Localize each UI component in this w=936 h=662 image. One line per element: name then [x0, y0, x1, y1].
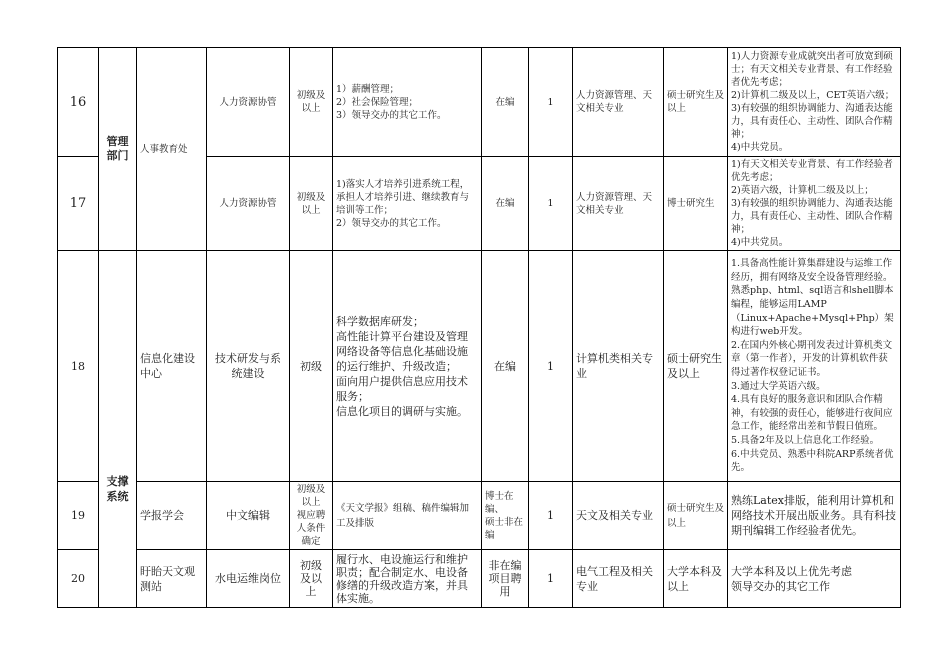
degree: 硕士研究生及以上	[664, 482, 728, 550]
count: 1	[529, 482, 573, 550]
major: 天文及相关专业	[573, 482, 664, 550]
requirements: 1.具备高性能计算集群建设与运维工作经历，拥有网络及安全设备管理经验。熟悉php、html、sql语言和shell脚本编程，能够运用LAMP（Linux+Apache+Mysql+Php）架构进行web开发。 2.在国内外核心期刊发表过计算机类文章（第一作者），开发的计算机软件获得过著作权登记证书。 3.通过大学英语六级。 4.具有良好的服务意识和团队合作精神，有较强的责任心，能够进行夜间应急工作，能经常出差和节假日值班。 5.具备2年及以上信息化工作经验。 6.中共党员、熟悉中科院ARP系统者优先。	[728, 251, 901, 482]
degree: 大学本科及以上	[664, 550, 728, 608]
status: 在编	[482, 48, 529, 157]
status: 在编	[482, 251, 529, 482]
unit: 学报学会	[137, 482, 207, 550]
table-row	[58, 550, 901, 608]
level: 初级及以上 视应聘人条件确定	[290, 482, 333, 550]
major: 人力资源管理、天文相关专业	[573, 48, 664, 157]
count: 1	[529, 157, 573, 251]
row-number: 18	[58, 251, 99, 482]
major: 计算机类相关专业	[573, 251, 664, 482]
level: 初级及 以上	[290, 48, 333, 157]
table-row	[58, 48, 901, 157]
count: 1	[529, 48, 573, 157]
requirements: 1)人力资源专业成就突出者可放宽到硕士；有天文相关专业背景、有工作经验者优先考虑； 2)计算机二级及以上，CET英语六级； 3)有较强的组织协调能力、沟通表达能力，具有责任心、主动性、团队合作精神； 4)中共党员。	[728, 48, 901, 157]
major: 电气工程及相关专业	[573, 550, 664, 608]
department-category: 管理部门	[99, 48, 137, 251]
position: 人力资源协管	[207, 48, 290, 157]
major: 人力资源管理、天文相关专业	[573, 157, 664, 251]
duties: 履行水、电设施运行和维护职责；配合制定水、电设备修缮的升级改造方案，并具体实施。	[333, 550, 482, 608]
unit: 盱眙天文观测站	[137, 550, 207, 608]
status: 非在编 项目聘 用	[482, 550, 529, 608]
row-number: 17	[58, 157, 99, 251]
level: 初级及 以上	[290, 157, 333, 251]
position: 水电运维岗位	[207, 550, 290, 608]
duties: 1)落实人才培养引进系统工程，承担人才培养引进、继续教育与培训等工作； 2）领导交办的其它工作。	[333, 157, 482, 251]
unit: 人事教育处	[137, 48, 207, 251]
recruitment-table	[57, 47, 901, 608]
degree: 博士研究生	[664, 157, 728, 251]
level: 初级	[290, 251, 333, 482]
row-number: 20	[58, 550, 99, 608]
row-number: 19	[58, 482, 99, 550]
position: 中文编辑	[207, 482, 290, 550]
duties: 科学数据库研发； 高性能计算平台建设及管理网络设备等信息化基础设施的运行维护、升级改造； 面向用户提供信息应用技术服务； 信息化项目的调研与实施。	[333, 251, 482, 482]
requirements: 1)有天文相关专业背景、有工作经验者优先考虑； 2)英语六级，计算机二级及以上； 3)有较强的组织协调能力、沟通表达能力，具有责任心、主动性、团队合作精神； 4)中共党员。	[728, 157, 901, 251]
degree: 硕士研究生及以上	[664, 48, 728, 157]
requirements: 熟练Latex排版，能利用计算机和网络技术开展出版业务。具有科技期刊编辑工作经验者优先。	[728, 482, 901, 550]
count: 1	[529, 251, 573, 482]
unit: 信息化建设中心	[137, 251, 207, 482]
degree: 硕士研究生及以上	[664, 251, 728, 482]
status: 博士在编、 硕士非在编	[482, 482, 529, 550]
count: 1	[529, 550, 573, 608]
position: 技术研发与系统建设	[207, 251, 290, 482]
position: 人力资源协管	[207, 157, 290, 251]
requirements: 大学本科及以上优先考虑 领导交办的其它工作	[728, 550, 901, 608]
department-category: 支撑系统	[99, 251, 137, 608]
status: 在编	[482, 157, 529, 251]
table-row	[58, 251, 901, 482]
row-number: 16	[58, 48, 99, 157]
duties: 1）薪酬管理； 2）社会保险管理； 3）领导交办的其它工作。	[333, 48, 482, 157]
table-row	[58, 482, 901, 550]
level: 初级 及以 上	[290, 550, 333, 608]
duties: 《天文学报》组稿、稿件编辑加工及排版	[333, 482, 482, 550]
